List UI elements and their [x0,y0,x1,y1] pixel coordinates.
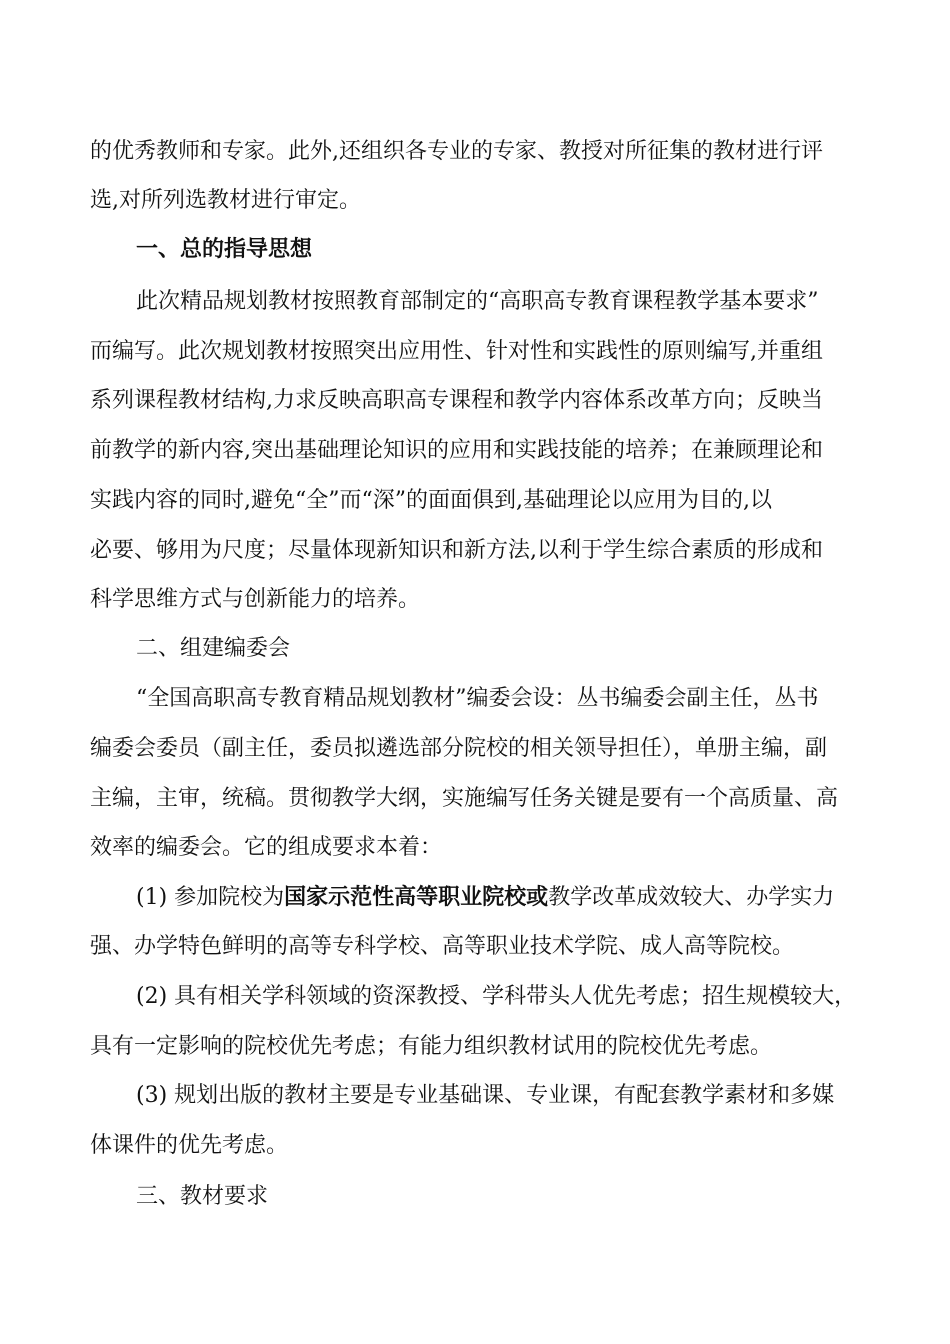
paragraph-line: 而编写。此次规划教材按照突出应用性、针对性和实践性的原则编写,并重组 [90,339,823,364]
list-item-3-line: (3) 规划出版的教材主要是专业基础课、专业课，有配套教学素材和多媒 [136,1083,835,1108]
paragraph-line: 具有一定影响的院校优先考虑；有能力组织教材试用的院校优先考虑。 [90,1034,773,1059]
paragraph-line: 必要、够用为尺度；尽量体现新知识和新方法,以利于学生综合素质的形成和 [90,538,823,563]
paragraph-line: 编委会委员（副主任，委员拟遴选部分院校的相关领导担任），单册主编，副 [90,736,828,761]
section-heading-guiding-principle: 一、总的指导思想 [136,237,313,262]
list-item-1-suffix: 教学改革成效较大、办学实力 [548,885,835,910]
paragraph-line: 主编，主审，统稿。贯彻教学大纲，实施编写任务关键是要有一个高质量、高 [90,786,839,811]
paragraph-line: 的优秀教师和专家。此外,还组织各专业的专家、教授对所征集的教材进行评 [90,139,823,164]
paragraph-line: 效率的编委会。它的组成要求本着： [90,835,443,860]
list-item-2-line: (2) 具有相关学科领域的资深教授、学科带头人优先考虑；招生规模较大， [136,984,857,1009]
paragraph-line: 系列课程教材结构,力求反映高职高专课程和教学内容体系改革方向；反映当 [90,388,823,413]
paragraph-line: 选,对所列选教材进行审定。 [90,188,361,213]
list-item-1-bold-text: 国家示范性高等职业院校或 [284,885,549,910]
list-item-1-prefix: (1) 参加院校为 [136,885,285,910]
paragraph-line: 此次精品规划教材按照教育部制定的“高职高专教育课程教学基本要求” [136,289,819,314]
paragraph-line: 实践内容的同时,避免“全”而“深”的面面俱到,基础理论以应用为目的,以 [90,488,772,513]
paragraph-line: “全国高职高专教育精品规划教材”编委会设：丛书编委会副主任，丛书 [136,686,819,711]
paragraph-line: 科学思维方式与创新能力的培养。 [90,587,421,612]
paragraph-line: 强、办学特色鲜明的高等专科学校、高等职业技术学院、成人高等院校。 [90,934,795,959]
paragraph-line: 体课件的优先考虑。 [90,1133,289,1158]
section-heading-editorial-board: 二、组建编委会 [136,636,291,661]
paragraph-line: 前教学的新内容,突出基础理论知识的应用和实践技能的培养；在兼顾理论和 [90,438,823,463]
list-item-1-line [136,883,916,913]
section-heading-textbook-requirements: 三、教材要求 [136,1184,269,1209]
